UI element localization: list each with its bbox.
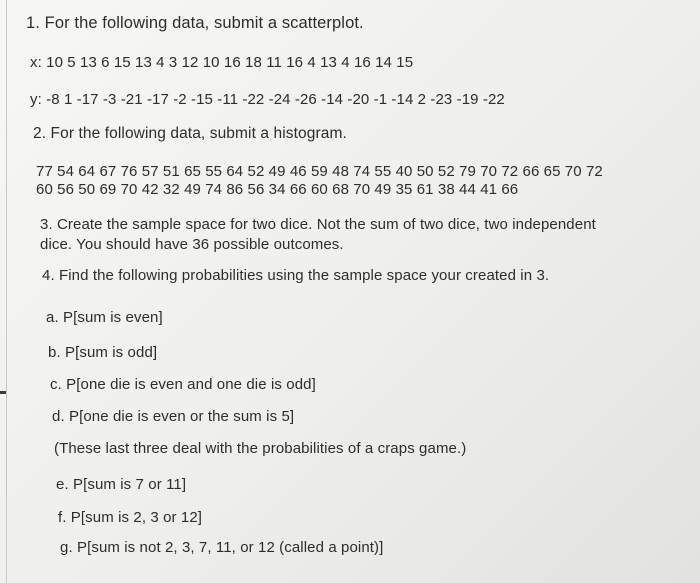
question-4g: g. P[sum is not 2, 3, 7, 11, or 12 (called a point)] [60, 539, 384, 556]
question-3-text-line-2: dice. You should have 36 possible outcomes. [40, 236, 344, 253]
question-3-text-line-1: 3. Create the sample space for two dice. Not the sum of two dice, two independent [40, 216, 596, 233]
scatter-x-values: x: 10 5 13 6 15 13 4 3 12 10 16 18 11 16 4 13 4 16 14 15 [30, 54, 414, 71]
question-2-title: 2. For the following data, submit a histogram. [33, 125, 347, 142]
page-edge-divider [6, 0, 7, 583]
question-4d: d. P[one die is even or the sum is 5] [52, 408, 295, 425]
question-4b: b. P[sum is odd] [48, 344, 158, 361]
margin-mark [0, 391, 6, 394]
histogram-data-line-1: 77 54 64 67 76 57 51 65 55 64 52 49 46 59 48 74 55 40 50 52 79 70 72 66 65 70 72 [36, 163, 603, 180]
question-1-title: 1. For the following data, submit a scatterplot. [26, 14, 364, 32]
histogram-data-line-2: 60 56 50 69 70 42 32 49 74 86 56 34 66 60 68 70 49 35 61 38 44 41 66 [36, 181, 519, 198]
question-4f: f. P[sum is 2, 3 or 12] [58, 509, 203, 526]
question-4-title: 4. Find the following probabilities using the sample space your created in 3. [42, 267, 550, 284]
question-4a: a. P[sum is even] [46, 309, 163, 326]
craps-note: (These last three deal with the probabilities of a craps game.) [54, 440, 467, 457]
question-4e: e. P[sum is 7 or 11] [56, 476, 187, 493]
scatter-y-values: y: -8 1 -17 -3 -21 -17 -2 -15 -11 -22 -24 -26 -14 -20 -1 -14 2 -23 -19 -22 [30, 91, 505, 108]
question-4c: c. P[one die is even and one die is odd] [50, 376, 316, 393]
